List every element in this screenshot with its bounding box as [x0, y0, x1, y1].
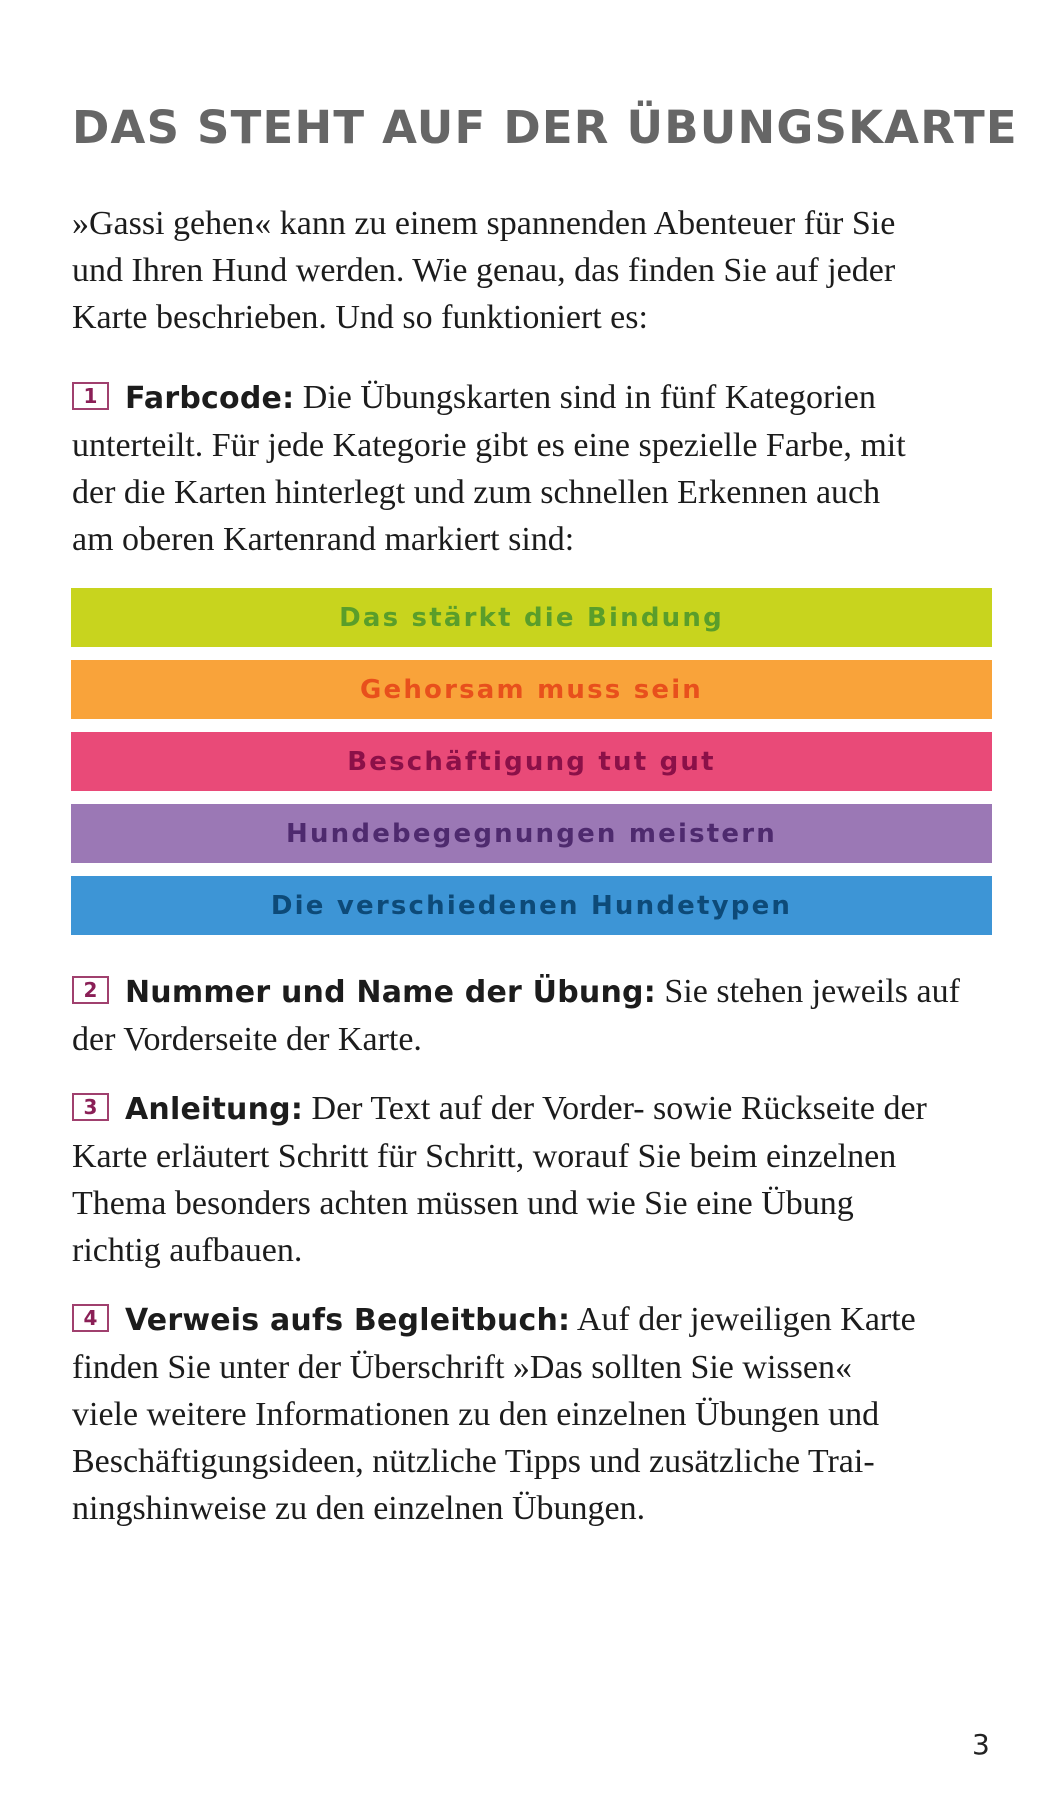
section-verweis-begleitbuch	[72, 1296, 1002, 1532]
text-line: Auf der jeweiligen Karte	[576, 1301, 916, 1338]
page-heading: DAS STEHT AUF DER ÜBUNGSKARTE	[72, 101, 1018, 154]
category-bar-bindung: Das stärkt die Bindung	[71, 588, 992, 647]
text-line: der die Karten hinterlegt und zum schnellen Erkennen auch	[72, 474, 881, 511]
section-nummer-name	[72, 968, 1002, 1063]
text-line: Beschäftigungsideen, nützliche Tipps und zusätzliche Trai-	[72, 1443, 875, 1480]
section-farbcode	[72, 374, 1002, 563]
category-bar-hundetypen: Die verschiedenen Hundetypen	[71, 876, 992, 935]
text-line: am oberen Kartenrand markiert sind:	[72, 521, 575, 558]
text-line: Thema besonders achten müssen und wie Sie eine Übung	[72, 1185, 854, 1222]
text-line: Sie stehen jeweils auf	[664, 973, 960, 1010]
section-label: Verweis aufs Begleitbuch:	[125, 1303, 571, 1338]
intro-paragraph	[72, 200, 1002, 341]
text-line: »Gassi gehen« kann zu einem spannenden Abenteuer für Sie	[72, 205, 896, 242]
category-color-legend	[71, 588, 992, 948]
page-number: 3	[972, 1728, 990, 1761]
text-line: ningshinweise zu den einzelnen Übungen.	[72, 1490, 646, 1527]
number-badge: 4	[72, 1304, 109, 1332]
section-label: Anleitung:	[125, 1092, 304, 1127]
section-anleitung	[72, 1085, 1002, 1274]
text-line: Karte beschrieben. Und so funktioniert es:	[72, 299, 648, 336]
text-line: und Ihren Hund werden. Wie genau, das finden Sie auf jeder	[72, 252, 896, 289]
number-badge: 3	[72, 1093, 109, 1121]
section-label: Farbcode:	[125, 381, 295, 416]
text-line: Die Übungskarten sind in fünf Kategorien	[302, 379, 876, 416]
text-line: viele weitere Informationen zu den einzelnen Übungen und	[72, 1396, 880, 1433]
category-bar-hundebegegnungen: Hundebegegnungen meistern	[71, 804, 992, 863]
category-bar-gehorsam: Gehorsam muss sein	[71, 660, 992, 719]
text-line: Karte erläutert Schritt für Schritt, worauf Sie beim einzelnen	[72, 1138, 897, 1175]
number-badge: 2	[72, 976, 109, 1004]
number-badge: 1	[72, 382, 109, 410]
section-label: Nummer und Name der Übung:	[125, 975, 656, 1010]
category-bar-beschaeftigung: Beschäftigung tut gut	[71, 732, 992, 791]
text-line: finden Sie unter der Überschrift »Das sollten Sie wissen«	[72, 1349, 852, 1386]
text-line: unterteilt. Für jede Kategorie gibt es eine spezielle Farbe, mit	[72, 427, 906, 464]
text-line: der Vorderseite der Karte.	[72, 1021, 422, 1058]
text-line: Der Text auf der Vorder- sowie Rückseite der	[311, 1090, 927, 1127]
text-line: richtig aufbauen.	[72, 1232, 303, 1269]
